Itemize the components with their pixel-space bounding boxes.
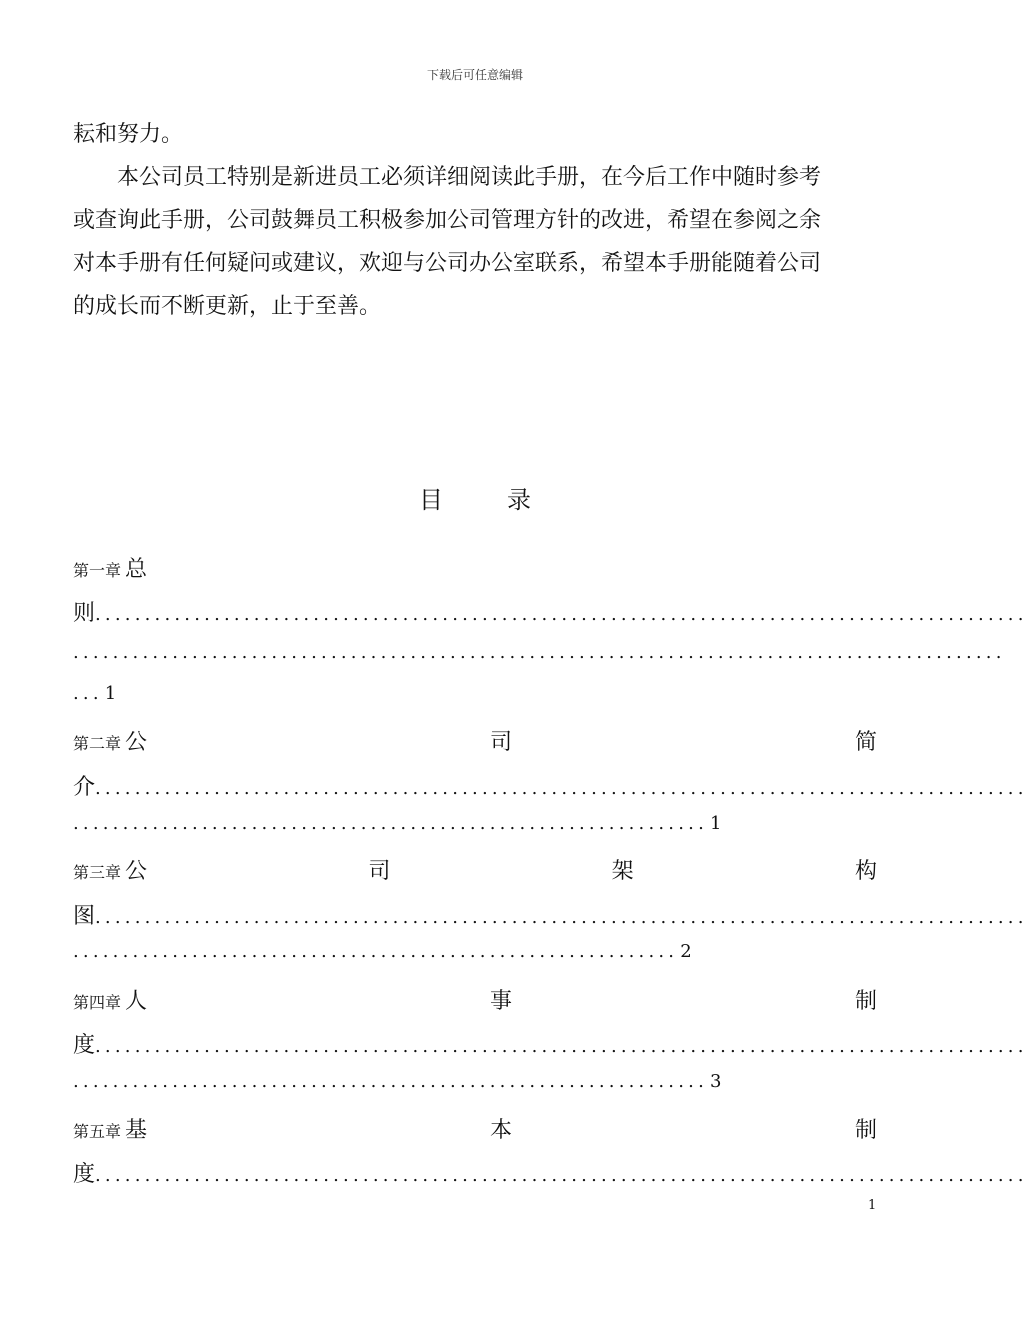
- chapter-title-char: 介: [73, 775, 96, 800]
- chapter-title-char: 公: [125, 859, 148, 884]
- toc-chapter-4-line-1[interactable]: [73, 1028, 1028, 1058]
- page-number-footer: 1: [868, 1198, 877, 1213]
- chapter-title-char: 构: [854, 859, 877, 884]
- leader-dots: ................................................................: [73, 813, 708, 834]
- chapter-title-char: 总: [125, 557, 148, 582]
- chapter-title-char: 司: [490, 730, 513, 755]
- page-number: 2: [680, 941, 692, 962]
- chapter-title-char: 制: [854, 1118, 877, 1143]
- chapter-title-char: 事: [490, 989, 513, 1014]
- leader-dots: ..............................................................................................: [95, 604, 1028, 625]
- toc-chapter-4-line-2[interactable]: [73, 1071, 877, 1101]
- toc-chapter-3-line-2[interactable]: [73, 941, 877, 971]
- leader-dots: ..............................................................................................: [95, 1165, 1028, 1186]
- leader-dots: ................................................................: [73, 1071, 708, 1092]
- leader-dots: ..............................................................................................: [95, 1036, 1028, 1057]
- chapter-label: 第二章: [73, 734, 122, 753]
- chapter-title-char: 公: [125, 730, 148, 755]
- chapter-title-char: 度: [73, 1033, 96, 1058]
- chapter-label: 第三章: [73, 863, 122, 882]
- intro-line-5: 的成长而不断更新，止于至善。: [73, 294, 382, 319]
- chapter-title-char: 本: [490, 1118, 513, 1143]
- toc-title: [0, 484, 950, 516]
- toc-chapter-1-line-1[interactable]: [73, 596, 1028, 626]
- chapter-title-char: 司: [368, 859, 391, 884]
- toc-chapter-1[interactable]: [73, 552, 877, 582]
- chapter-title-char: 则: [73, 601, 96, 626]
- leader-dots: ..............................................................................................: [73, 642, 1006, 663]
- chapter-title-char: 基: [125, 1118, 148, 1143]
- intro-line-1: 耘和努力。: [73, 122, 184, 147]
- page-header: 下载后可任意编辑: [426, 68, 523, 82]
- page-number: 1: [710, 813, 722, 834]
- chapter-title-char: 制: [854, 989, 877, 1014]
- page-number: 3: [710, 1071, 722, 1092]
- toc-chapter-3[interactable]: [73, 854, 877, 884]
- toc-chapter-3-line-1[interactable]: [73, 899, 1028, 929]
- toc-chapter-1-line-3[interactable]: [73, 683, 877, 713]
- toc-chapter-1-line-2[interactable]: [73, 642, 1006, 672]
- chapter-title-char: 图: [73, 904, 96, 929]
- toc-chapter-5[interactable]: [73, 1113, 877, 1143]
- toc-chapter-5-line-1[interactable]: [73, 1157, 1028, 1187]
- toc-chapter-2-line-1[interactable]: [73, 770, 1028, 800]
- toc-chapter-2[interactable]: [73, 725, 877, 755]
- toc-chapter-4[interactable]: [73, 984, 877, 1014]
- toc-chapter-2-line-2[interactable]: [73, 813, 877, 843]
- chapter-title-char: 人: [125, 989, 148, 1014]
- intro-line-3: 或查询此手册，公司鼓舞员工积极参加公司管理方针的改进，希望在参阅之余: [73, 208, 822, 233]
- intro-line-2: 本公司员工特别是新进员工必须详细阅读此手册，在今后工作中随时参考: [117, 165, 822, 190]
- chapter-title-char: 简: [854, 730, 877, 755]
- chapter-title-char: 架: [611, 859, 634, 884]
- toc-title-char-2: 录: [507, 486, 531, 514]
- page-number: 1: [104, 683, 117, 704]
- leader-dots: ..............................................................................................: [95, 778, 1028, 799]
- chapter-label: 第一章: [73, 561, 122, 580]
- leader-dots: ...: [73, 683, 103, 704]
- leader-dots: .............................................................: [73, 941, 679, 962]
- chapter-label: 第五章: [73, 1122, 122, 1141]
- intro-line-4: 对本手册有任何疑问或建议，欢迎与公司办公室联系，希望本手册能随着公司: [73, 251, 822, 276]
- leader-dots: ..............................................................................................: [95, 907, 1028, 928]
- chapter-label: 第四章: [73, 993, 122, 1012]
- chapter-title-char: 度: [73, 1162, 96, 1187]
- toc-title-char-1: 目: [419, 486, 443, 514]
